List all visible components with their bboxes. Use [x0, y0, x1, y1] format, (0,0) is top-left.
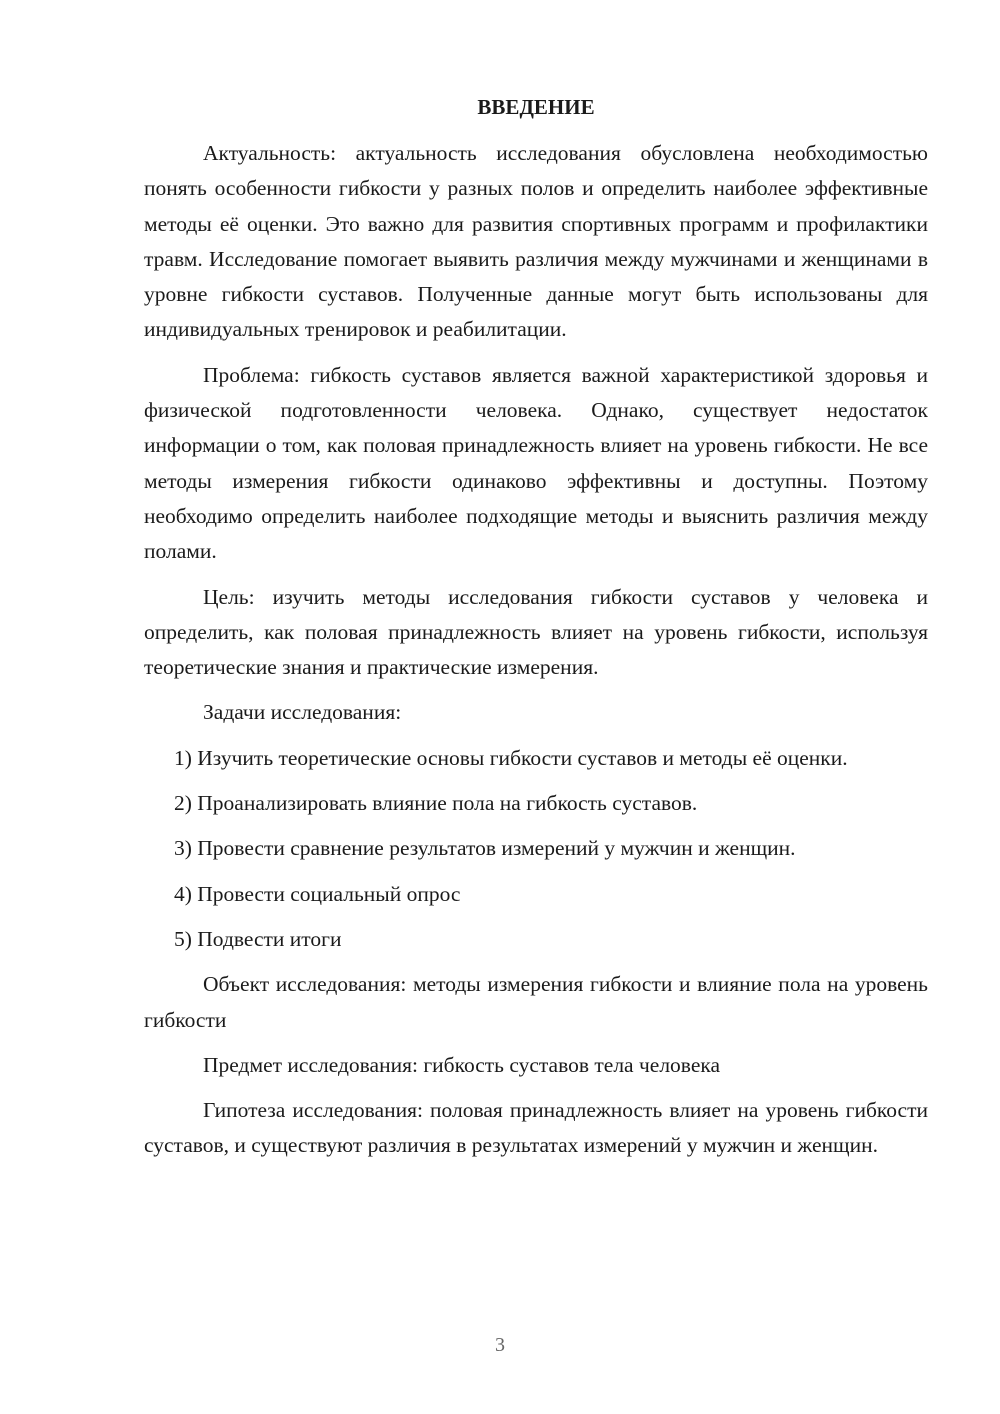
section-title: ВВЕДЕНИЕ	[477, 95, 595, 119]
paragraph-subject: Предмет исследования: гибкость суставов тела человека	[203, 1052, 721, 1077]
task-item-4: 4) Провести социальный опрос	[174, 881, 461, 906]
paragraph-problem: Проблема: гибкость суставов является важной характеристикой здоровья и физической подготовленности человека. Однако, существует недостаток информации о том, как половая принадлежность влияет на уровень гибкости. Не все методы измерения гибкости одинаково эффективны и доступны. Поэтому необходимо определить наиболее подходящие методы и выяснить различия между полами.	[144, 362, 928, 564]
page-number: 3	[495, 1334, 505, 1356]
paragraph-relevance: Актуальность: актуальность исследования обусловлена необходимостью понять особенности гибкости у разных полов и определить наиболее эффективные методы её оценки. Это важно для развития спортивных программ и профилактики травм. Исследование помогает выявить различия между мужчинами и женщинами в уровне гибкости суставов. Полученные данные могут быть использованы для индивидуальных тренировок и реабилитации.	[144, 141, 928, 342]
paragraph-goal: Цель: изучить методы исследования гибкости суставов у человека и определить, как половая принадлежность влияет на уровень гибкости, используя теоретические знания и практические измерения.	[144, 584, 928, 680]
paragraph-hypothesis: Гипотеза исследования: половая принадлежность влияет на уровень гибкости суставов, и существуют различия в результатах измерений у мужчин и женщин.	[144, 1098, 928, 1158]
task-item-5: 5) Подвести итоги	[174, 926, 342, 951]
tasks-heading: Задачи исследования:	[203, 700, 402, 725]
task-item-3: 3) Провести сравнение результатов измерений у мужчин и женщин.	[174, 836, 796, 861]
task-item-2: 2) Проанализировать влияние пола на гибкость суставов.	[174, 791, 698, 816]
document-page	[144, 92, 928, 1174]
task-item-1: 1) Изучить теоретические основы гибкости суставов и методы её оценки.	[174, 745, 848, 770]
paragraph-object: Объект исследования: методы измерения гибкости и влияние пола на уровень гибкости	[144, 972, 928, 1032]
